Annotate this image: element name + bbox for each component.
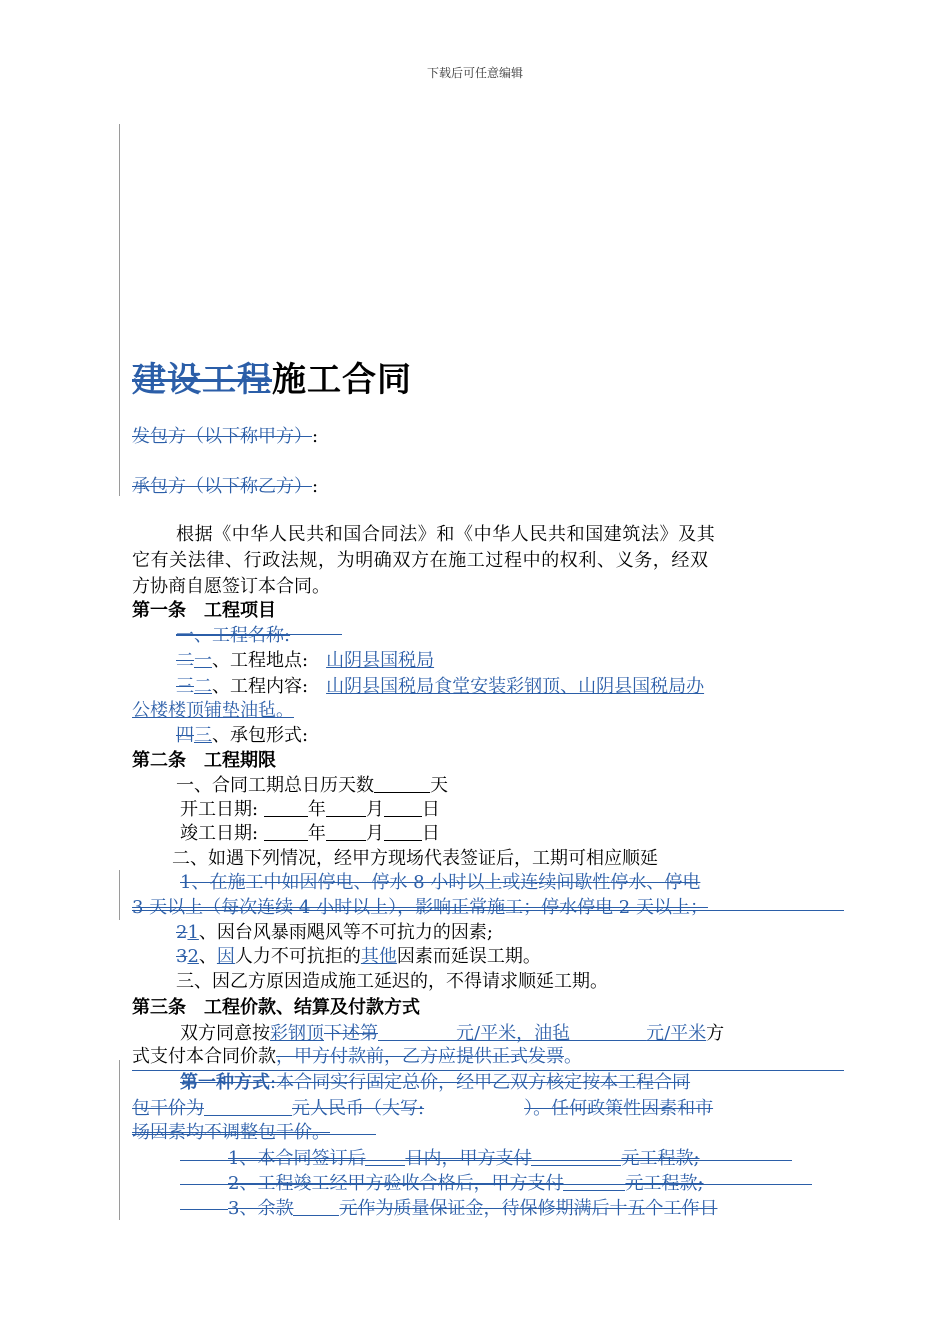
method-1-text-2c: ）。任何政策性因素和市 <box>524 1098 714 1119</box>
item1-text: 、因台风暴雨飓风等不可抗力的因素; <box>198 922 493 943</box>
step-1-b: 日内，甲方支付 <box>405 1148 532 1169</box>
form-num-deleted: 四 <box>176 725 194 746</box>
end-month-blank[interactable] <box>326 822 366 841</box>
uppercase-amount-space[interactable] <box>424 1098 524 1116</box>
payment-end: 。 <box>564 1046 582 1067</box>
price-unit-1: 元/平米，油毡 <box>456 1023 571 1044</box>
method-1-line-3: 场因素均不调整包干价。 <box>132 1122 330 1143</box>
method-1-label: 第一种方式 <box>180 1072 270 1093</box>
party-b-label: 乙方 <box>258 476 294 497</box>
party-a-label: 甲方 <box>258 426 294 447</box>
start-day-blank[interactable] <box>384 798 422 817</box>
party-b-colon: : <box>312 476 319 497</box>
start-month-blank[interactable] <box>326 798 366 817</box>
step-1-line <box>228 1147 700 1170</box>
duration-blank[interactable] <box>374 774 430 793</box>
article-3-heading: 第三条 工程价款、结算及付款方式 <box>132 997 420 1018</box>
content-value-1: 山阴县国税局食堂安装彩钢顶、山阴县国税局办 <box>326 676 705 697</box>
price-line-2 <box>132 1046 582 1068</box>
end-day-blank[interactable] <box>384 822 422 841</box>
content-num-inserted: 二 <box>194 676 212 697</box>
party-b-line <box>132 476 318 498</box>
price-intro: 双方同意按 <box>180 1023 270 1044</box>
steel-price-blank[interactable] <box>378 1022 456 1041</box>
item2-num-deleted: 3 <box>176 946 188 967</box>
party-b-deleted: 承包方（以下称 <box>132 476 258 497</box>
step-3-line <box>228 1197 717 1220</box>
intro-line-3: 方协商自愿签订本合同。 <box>132 576 330 597</box>
location-num-deleted: 二 <box>176 650 194 671</box>
location-label: 、工程地点: <box>212 650 327 671</box>
step-1-days-blank[interactable] <box>365 1147 405 1166</box>
item2-tail: 因素而延误工期。 <box>396 946 541 967</box>
step-3-b: 元作为质量保证金，待保修期满后十五个工作日 <box>339 1198 718 1219</box>
item1-num-deleted: 2 <box>176 922 188 943</box>
step-2-a: 2、工程竣工经甲方验收合格后，甲方支付 <box>228 1173 564 1194</box>
method-1-text-1: :本合同实行固定总价，经甲乙双方核定按本工程合同 <box>270 1072 691 1093</box>
end-year-unit: 年 <box>307 823 326 844</box>
item2-inserted-other: 其他 <box>360 946 397 967</box>
start-day-unit: 日 <box>421 799 440 820</box>
item2-num-inserted: 2 <box>187 946 199 967</box>
price-steel-roof: 彩钢顶 <box>270 1023 324 1044</box>
duration-line <box>176 774 448 797</box>
revision-bar-bottom <box>119 1060 120 1220</box>
revision-bar-top <box>119 124 120 496</box>
method-1-text-2b: 元人民币（大写: <box>292 1098 425 1119</box>
change-mark <box>180 1209 228 1210</box>
end-date-label: 竣工日期: <box>180 823 259 844</box>
lump-sum-blank[interactable] <box>204 1097 292 1116</box>
price-deleted: 下述第 <box>324 1023 378 1044</box>
deleted-clause-line-2: 3 天以上（每次连续 4 小时以上），影响正常施工；停水停电 2 天以上； <box>132 897 708 918</box>
end-date-line <box>180 822 440 845</box>
content-num-deleted: 三 <box>176 676 194 697</box>
delay-clause-line: 三、因乙方原因造成施工延迟的，不得请求顺延工期。 <box>176 971 608 992</box>
project-content-line <box>176 676 704 698</box>
page-header: 下载后可任意编辑 <box>426 66 523 80</box>
step-3-amount-blank[interactable] <box>293 1197 339 1216</box>
party-b-deleted2: ） <box>294 476 312 497</box>
end-year-blank[interactable] <box>264 822 308 841</box>
location-value: 山阴县国税局 <box>326 650 435 671</box>
start-date-label: 开工日期: <box>180 799 259 820</box>
payment-text: 式支付本合同价款 <box>132 1046 276 1067</box>
item2-inserted-yin: 因 <box>216 946 235 967</box>
change-mark <box>132 910 844 911</box>
duration-label: 一、合同工期总日历天数 <box>176 775 374 796</box>
method-1-line-2 <box>132 1097 713 1120</box>
revision-bar-middle <box>119 870 120 920</box>
intro-line-1: 根据《中华人民共和国合同法》和《中华人民共和国建筑法》及其 <box>176 524 716 545</box>
title-deleted: 建设工程 <box>132 360 272 400</box>
price-tail: 方 <box>706 1023 725 1044</box>
project-location-line <box>176 650 434 672</box>
end-month-unit: 月 <box>365 823 384 844</box>
item2-text: 人力不可抗拒的 <box>234 946 361 967</box>
party-a-deleted2: ） <box>294 426 312 447</box>
contract-form-line <box>176 725 308 747</box>
step-1-a: 1、本合同签订后 <box>228 1148 366 1169</box>
duration-unit: 天 <box>430 775 448 796</box>
item2-sep: 、 <box>198 946 217 967</box>
content-value-2: 公楼楼顶铺垫油毡。 <box>132 700 294 721</box>
human-force-line <box>176 946 541 968</box>
form-label: 、承包形式: <box>212 725 309 746</box>
change-mark <box>132 1070 844 1071</box>
method-1-text-2a: 包干价为 <box>132 1098 204 1119</box>
party-a-deleted: 发包方（以下称 <box>132 426 258 447</box>
price-line-1 <box>180 1022 724 1045</box>
article-2-heading: 第二条 工程期限 <box>132 750 276 771</box>
change-mark <box>180 1184 812 1185</box>
end-day-unit: 日 <box>421 823 440 844</box>
location-num-inserted: 一 <box>194 650 212 671</box>
form-num-inserted: 三 <box>194 725 212 746</box>
felt-price-blank[interactable] <box>570 1022 646 1041</box>
step-1-c: 元工程款; <box>621 1148 700 1169</box>
party-a-line <box>132 426 318 448</box>
price-unit-2: 元/平米 <box>646 1023 707 1044</box>
document-title <box>132 352 412 401</box>
change-mark <box>176 634 342 635</box>
item1-num-inserted: 1 <box>187 922 199 943</box>
article-1-heading: 第一条 工程项目 <box>132 600 276 621</box>
intro-line-2: 它有关法律、行政法规，为明确双方在施工过程中的权利、义务，经双 <box>132 550 709 571</box>
step-1-amount-blank[interactable] <box>531 1147 621 1166</box>
change-mark <box>180 1160 792 1161</box>
change-mark <box>132 1134 376 1135</box>
payment-deleted: ，甲方付款前，乙方应提供正式发票 <box>276 1046 564 1067</box>
start-year-unit: 年 <box>307 799 326 820</box>
start-date-line <box>180 798 440 821</box>
step-2-b: 元工程款; <box>625 1173 704 1194</box>
project-name-deleted: 一、工程名称: <box>176 625 291 646</box>
content-label: 、工程内容: <box>212 676 327 697</box>
extension-line: 二、如遇下列情况，经甲方现场代表签证后，工期可相应顺延 <box>172 848 658 869</box>
start-month-unit: 月 <box>365 799 384 820</box>
title-main: 施工合同 <box>272 360 412 400</box>
deleted-clause-line-1: 1、在施工中如因停电、停水 8 小时以上或连续间歇性停水、停电 <box>180 872 701 893</box>
method-1-line-1 <box>180 1072 690 1094</box>
step-3-a: 3、余款 <box>228 1198 294 1219</box>
start-year-blank[interactable] <box>264 798 308 817</box>
step-2-amount-blank[interactable] <box>563 1172 625 1191</box>
force-majeure-line <box>176 922 493 944</box>
party-a-colon: : <box>312 426 319 447</box>
